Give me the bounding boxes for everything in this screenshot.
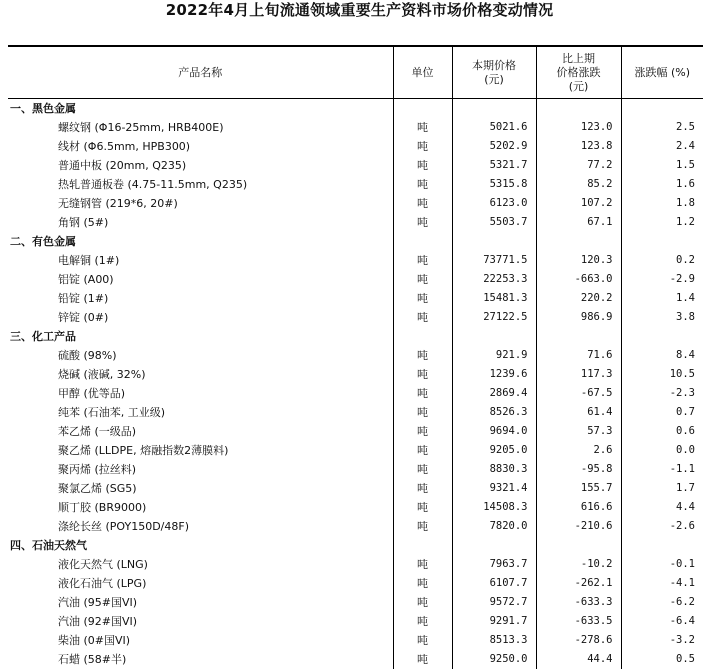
table-row — [8, 384, 703, 403]
unit-cell: 吨 — [393, 460, 452, 479]
price-change: -633.3 — [536, 593, 621, 612]
table-header-row — [8, 46, 703, 99]
unit-cell: 吨 — [393, 194, 452, 213]
current-price: 8513.3 — [452, 631, 536, 650]
change-percent: 2.5 — [621, 118, 703, 137]
current-price: 9572.7 — [452, 593, 536, 612]
product-name: 顺丁胶 (BR9000) — [8, 498, 393, 517]
product-name: 铅锭 (1#) — [8, 289, 393, 308]
empty-cell — [621, 327, 703, 346]
product-name: 烧碱 (液碱, 32%) — [8, 365, 393, 384]
current-price: 7820.0 — [452, 517, 536, 536]
change-percent: -4.1 — [621, 574, 703, 593]
product-name: 无缝钢管 (219*6, 20#) — [8, 194, 393, 213]
change-percent: 0.5 — [621, 650, 703, 669]
table-row — [8, 650, 703, 669]
table-body — [8, 99, 703, 669]
current-price: 22253.3 — [452, 270, 536, 289]
price-change: -633.5 — [536, 612, 621, 631]
product-name: 纯苯 (石油苯, 工业级) — [8, 403, 393, 422]
current-price: 5315.8 — [452, 175, 536, 194]
current-price: 921.9 — [452, 346, 536, 365]
product-name: 聚乙烯 (LLDPE, 熔融指数2薄膜料) — [8, 441, 393, 460]
product-name: 电解铜 (1#) — [8, 251, 393, 270]
product-name: 螺纹钢 (Φ16-25mm, HRB400E) — [8, 118, 393, 137]
unit-cell: 吨 — [393, 631, 452, 650]
change-percent: 1.4 — [621, 289, 703, 308]
product-name: 液化天然气 (LNG) — [8, 555, 393, 574]
unit-cell: 吨 — [393, 479, 452, 498]
unit-cell: 吨 — [393, 156, 452, 175]
current-price: 8830.3 — [452, 460, 536, 479]
unit-cell: 吨 — [393, 403, 452, 422]
price-change: -278.6 — [536, 631, 621, 650]
unit-cell: 吨 — [393, 175, 452, 194]
price-change: 220.2 — [536, 289, 621, 308]
product-name: 液化石油气 (LPG) — [8, 574, 393, 593]
empty-cell — [621, 232, 703, 251]
price-change: 77.2 — [536, 156, 621, 175]
category-row — [8, 99, 703, 119]
empty-cell — [393, 536, 452, 555]
table-row — [8, 612, 703, 631]
product-name: 甲醇 (优等品) — [8, 384, 393, 403]
table-row — [8, 479, 703, 498]
table-row — [8, 251, 703, 270]
price-change: -67.5 — [536, 384, 621, 403]
header-product-name: 产品名称 — [8, 46, 393, 99]
empty-cell — [452, 99, 536, 119]
price-change: 120.3 — [536, 251, 621, 270]
unit-cell: 吨 — [393, 365, 452, 384]
table-row — [8, 156, 703, 175]
empty-cell — [536, 232, 621, 251]
header-current-price-line2: (元) — [453, 73, 536, 87]
current-price: 5021.6 — [452, 118, 536, 137]
change-percent: -2.3 — [621, 384, 703, 403]
price-change: 986.9 — [536, 308, 621, 327]
product-name: 硫酸 (98%) — [8, 346, 393, 365]
category-name: 二、有色金属 — [8, 232, 393, 251]
unit-cell: 吨 — [393, 574, 452, 593]
empty-cell — [536, 536, 621, 555]
current-price: 5202.9 — [452, 137, 536, 156]
unit-cell: 吨 — [393, 384, 452, 403]
header-price-change-line3: (元) — [537, 80, 621, 94]
unit-cell: 吨 — [393, 555, 452, 574]
current-price: 73771.5 — [452, 251, 536, 270]
unit-cell: 吨 — [393, 650, 452, 669]
empty-cell — [393, 327, 452, 346]
price-change: 117.3 — [536, 365, 621, 384]
unit-cell: 吨 — [393, 308, 452, 327]
change-percent: 1.5 — [621, 156, 703, 175]
change-percent: 1.6 — [621, 175, 703, 194]
product-name: 线材 (Φ6.5mm, HPB300) — [8, 137, 393, 156]
category-name: 三、化工产品 — [8, 327, 393, 346]
price-change: 61.4 — [536, 403, 621, 422]
header-change-percent: 涨跌幅 (%) — [621, 46, 703, 99]
product-name: 热轧普通板卷 (4.75-11.5mm, Q235) — [8, 175, 393, 194]
header-price-change — [536, 46, 621, 99]
product-name: 石蜡 (58#半) — [8, 650, 393, 669]
page-title: 2022年4月上旬流通领域重要生产资料市场价格变动情况 — [0, 0, 719, 20]
price-change: 107.2 — [536, 194, 621, 213]
table-row — [8, 574, 703, 593]
table-row — [8, 555, 703, 574]
header-current-price — [452, 46, 536, 99]
table-row — [8, 460, 703, 479]
current-price: 5321.7 — [452, 156, 536, 175]
empty-cell — [452, 327, 536, 346]
change-percent: 0.2 — [621, 251, 703, 270]
current-price: 2869.4 — [452, 384, 536, 403]
product-name: 铝锭 (A00) — [8, 270, 393, 289]
current-price: 9205.0 — [452, 441, 536, 460]
header-unit: 单位 — [393, 46, 452, 99]
empty-cell — [452, 232, 536, 251]
change-percent: 0.6 — [621, 422, 703, 441]
header-price-change-line2: 价格涨跌 — [537, 66, 621, 80]
change-percent: 4.4 — [621, 498, 703, 517]
unit-cell: 吨 — [393, 517, 452, 536]
unit-cell: 吨 — [393, 441, 452, 460]
current-price: 9694.0 — [452, 422, 536, 441]
empty-cell — [393, 232, 452, 251]
table-row — [8, 441, 703, 460]
current-price: 14508.3 — [452, 498, 536, 517]
empty-cell — [536, 327, 621, 346]
category-row — [8, 327, 703, 346]
unit-cell: 吨 — [393, 422, 452, 441]
change-percent: -0.1 — [621, 555, 703, 574]
change-percent: 1.8 — [621, 194, 703, 213]
current-price: 9291.7 — [452, 612, 536, 631]
table-row — [8, 422, 703, 441]
current-price: 5503.7 — [452, 213, 536, 232]
table-row — [8, 118, 703, 137]
price-change: 71.6 — [536, 346, 621, 365]
change-percent: 1.7 — [621, 479, 703, 498]
price-change: -10.2 — [536, 555, 621, 574]
change-percent: 10.5 — [621, 365, 703, 384]
current-price: 8526.3 — [452, 403, 536, 422]
price-change: 155.7 — [536, 479, 621, 498]
price-change: 2.6 — [536, 441, 621, 460]
category-name: 四、石油天然气 — [8, 536, 393, 555]
category-name: 一、黑色金属 — [8, 99, 393, 119]
product-name: 聚氯乙烯 (SG5) — [8, 479, 393, 498]
current-price: 27122.5 — [452, 308, 536, 327]
current-price: 6123.0 — [452, 194, 536, 213]
price-change: 67.1 — [536, 213, 621, 232]
current-price: 9250.0 — [452, 650, 536, 669]
price-change: 44.4 — [536, 650, 621, 669]
product-name: 汽油 (92#国VI) — [8, 612, 393, 631]
product-name: 聚丙烯 (拉丝料) — [8, 460, 393, 479]
table-row — [8, 346, 703, 365]
table-row — [8, 365, 703, 384]
price-change: -210.6 — [536, 517, 621, 536]
unit-cell: 吨 — [393, 213, 452, 232]
price-change: -663.0 — [536, 270, 621, 289]
table-row — [8, 194, 703, 213]
table-row — [8, 213, 703, 232]
unit-cell: 吨 — [393, 612, 452, 631]
empty-cell — [393, 99, 452, 119]
unit-cell: 吨 — [393, 118, 452, 137]
empty-cell — [621, 99, 703, 119]
table-row — [8, 308, 703, 327]
header-current-price-line1: 本期价格 — [453, 59, 536, 73]
price-change: 123.8 — [536, 137, 621, 156]
empty-cell — [621, 536, 703, 555]
table-row — [8, 137, 703, 156]
price-change: -262.1 — [536, 574, 621, 593]
unit-cell: 吨 — [393, 289, 452, 308]
change-percent: 1.2 — [621, 213, 703, 232]
product-name: 涤纶长丝 (POY150D/48F) — [8, 517, 393, 536]
change-percent: 3.8 — [621, 308, 703, 327]
unit-cell: 吨 — [393, 270, 452, 289]
price-table — [8, 45, 703, 669]
product-name: 角钢 (5#) — [8, 213, 393, 232]
table-row — [8, 175, 703, 194]
change-percent: -1.1 — [621, 460, 703, 479]
current-price: 15481.3 — [452, 289, 536, 308]
table-row — [8, 593, 703, 612]
current-price: 1239.6 — [452, 365, 536, 384]
current-price: 9321.4 — [452, 479, 536, 498]
product-name: 苯乙烯 (一级品) — [8, 422, 393, 441]
change-percent: -3.2 — [621, 631, 703, 650]
unit-cell: 吨 — [393, 251, 452, 270]
unit-cell: 吨 — [393, 498, 452, 517]
table-row — [8, 403, 703, 422]
table-row — [8, 498, 703, 517]
unit-cell: 吨 — [393, 346, 452, 365]
product-name: 普通中板 (20mm, Q235) — [8, 156, 393, 175]
current-price: 7963.7 — [452, 555, 536, 574]
change-percent: -2.6 — [621, 517, 703, 536]
price-change: -95.8 — [536, 460, 621, 479]
category-row — [8, 232, 703, 251]
table-row — [8, 270, 703, 289]
empty-cell — [452, 536, 536, 555]
change-percent: 0.7 — [621, 403, 703, 422]
product-name: 汽油 (95#国VI) — [8, 593, 393, 612]
table-row — [8, 289, 703, 308]
table-row — [8, 517, 703, 536]
change-percent: -2.9 — [621, 270, 703, 289]
change-percent: 8.4 — [621, 346, 703, 365]
current-price: 6107.7 — [452, 574, 536, 593]
change-percent: 2.4 — [621, 137, 703, 156]
empty-cell — [536, 99, 621, 119]
product-name: 锌锭 (0#) — [8, 308, 393, 327]
price-change: 616.6 — [536, 498, 621, 517]
change-percent: -6.2 — [621, 593, 703, 612]
unit-cell: 吨 — [393, 137, 452, 156]
price-change: 85.2 — [536, 175, 621, 194]
category-row — [8, 536, 703, 555]
price-change: 123.0 — [536, 118, 621, 137]
price-change: 57.3 — [536, 422, 621, 441]
change-percent: -6.4 — [621, 612, 703, 631]
header-price-change-line1: 比上期 — [537, 52, 621, 66]
unit-cell: 吨 — [393, 593, 452, 612]
table-row — [8, 631, 703, 650]
product-name: 柴油 (0#国VI) — [8, 631, 393, 650]
change-percent: 0.0 — [621, 441, 703, 460]
